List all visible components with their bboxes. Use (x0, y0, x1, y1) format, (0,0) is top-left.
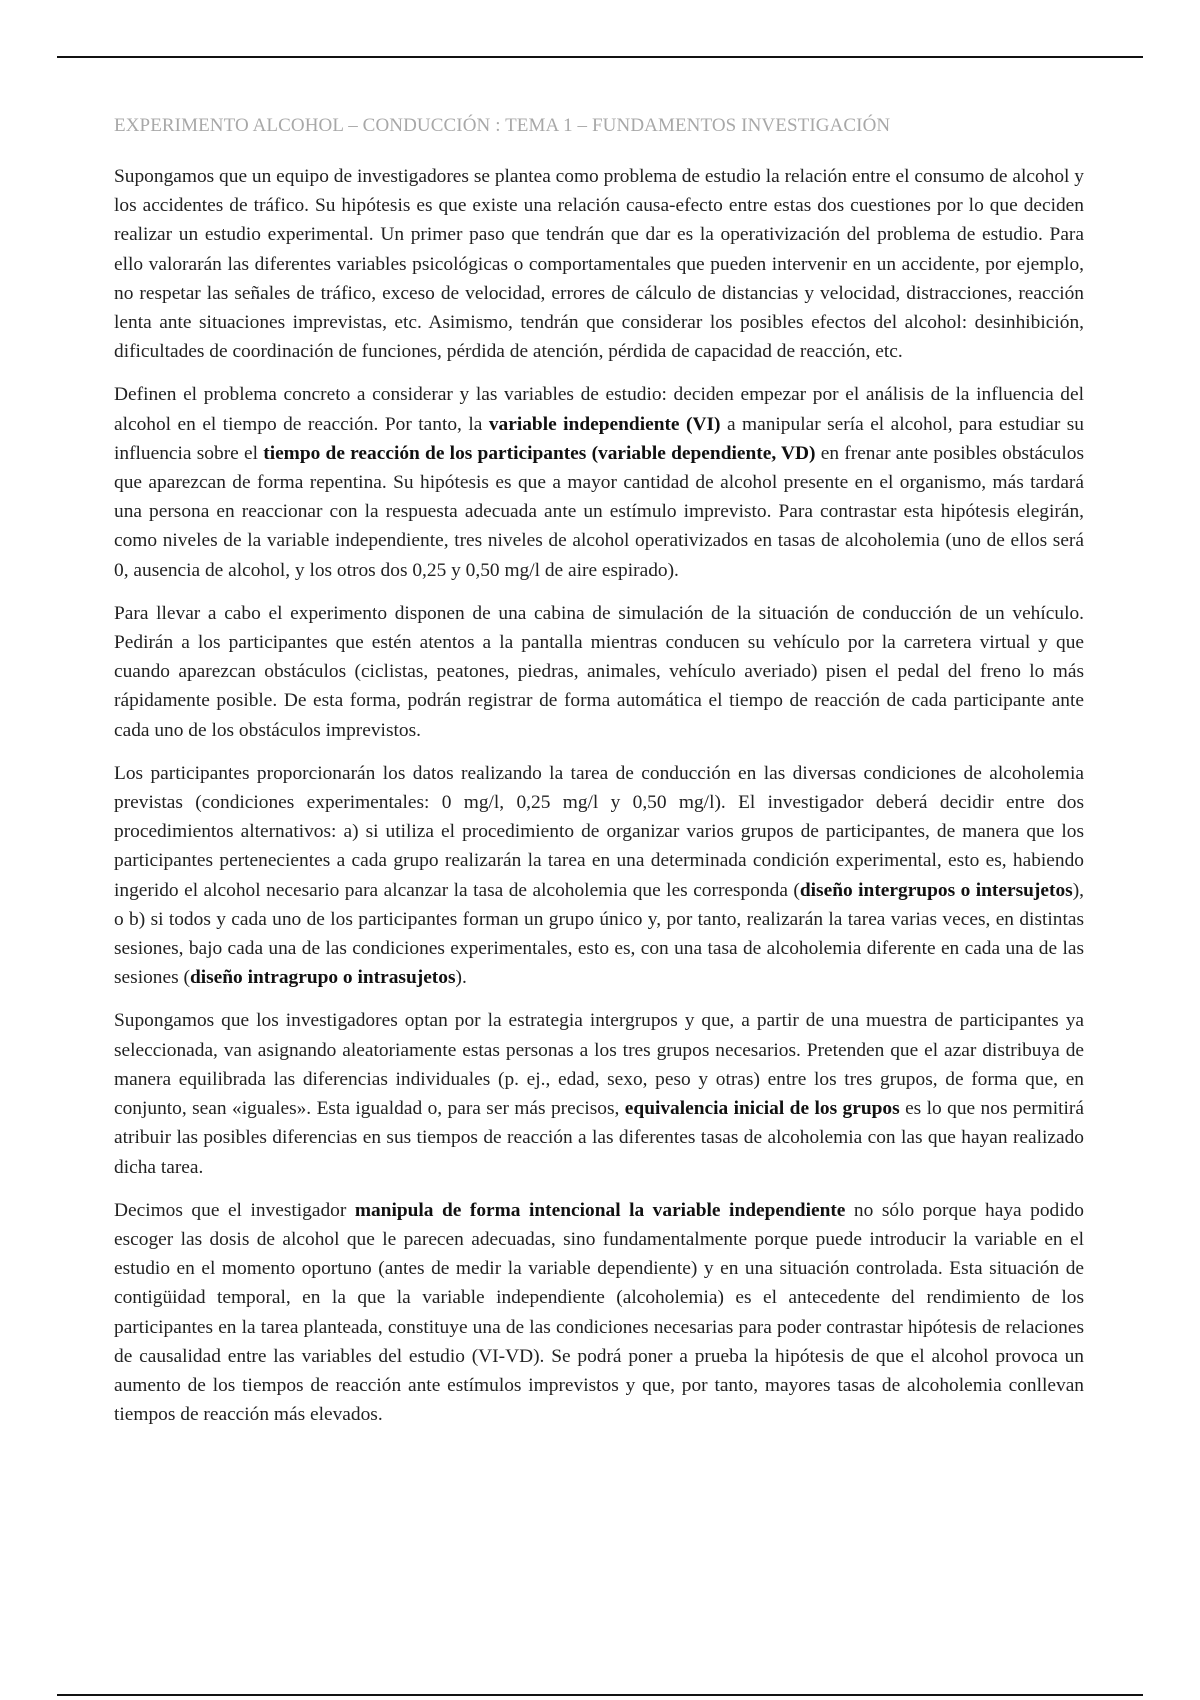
footer-rule (57, 1694, 1143, 1696)
paragraph-text: Supongamos que un equipo de investigadores se plantea como problema de estudio la relación entre el consumo de alcohol y los accidentes de tráfico. Su hipótesis es que existe una relación causa-efecto entre estas dos cuestiones por lo que deciden realizar un estudio experimental. Un primer paso que tendrán que dar es la operativización del problema de estudio. Para ello valorarán las diferentes variables psicológicas o comportamentales que pueden intervenir en un accidente, por ejemplo, no respetar las señales de tráfico, exceso de velocidad, errores de cálculo de distancias y velocidad, distracciones, reacción lenta ante situaciones imprevistas, etc. Asimismo, tendrán que considerar los posibles efectos del alcohol: desinhibición, dificultades de coordinación de funciones, pérdida de atención, pérdida de capacidad de reacción, etc. (114, 166, 1084, 363)
paragraph-4 (114, 759, 1084, 993)
paragraph-text: ). (455, 967, 467, 989)
document-body (114, 112, 1084, 1443)
paragraph-3 (114, 599, 1084, 745)
paragraph-text: es lo que nos permitirá atribuir las posibles diferencias en sus tiempos de reacción a las diferentes tasas de alcoholemia con las que hayan realizado dicha tarea. (114, 1098, 1084, 1178)
bold-term-dependent-variable: tiempo de reacción de los participantes (variable dependiente, VD) (263, 442, 816, 464)
document-title: EXPERIMENTO ALCOHOL – CONDUCCIÓN : TEMA 1 – FUNDAMENTOS INVESTIGACIÓN (114, 115, 891, 136)
paragraph-text: ), o b) si todos y cada uno de los participantes forman un grupo único y, por tanto, realizarán la tarea varias veces, en distintas sesiones, bajo cada una de las condiciones experimentales, esto es, con una tasa de alcoholemia diferente en cada una de las sesiones ( (114, 879, 1084, 989)
paragraph-text: no sólo porque haya podido escoger las dosis de alcohol que le parecen adecuadas, sino fundamentalmente porque puede introducir la variable en el estudio en el momento oportuno (antes de medir la variable dependiente) y en una situación controlada. Esta situación de contigüidad temporal, en la que la variable independiente (alcoholemia) es el antecedente del rendimiento de los participantes en la tarea planteada, constituye una de las condiciones necesarias para poder contrastar hipótesis de relaciones de causalidad entre las variables del estudio (VI-VD). Se podrá poner a prueba la hipótesis de que el alcohol provoca un aumento de los tiempos de reacción ante estímulos imprevistos y que, por tanto, mayores tasas de alcoholemia conllevan tiempos de reacción más elevados. (114, 1199, 1084, 1426)
paragraph-5 (114, 1006, 1084, 1181)
bold-term-independent-variable: variable independiente (VI) (488, 413, 721, 435)
paragraph-6 (114, 1196, 1084, 1430)
bold-term-initial-equivalence: equivalencia inicial de los grupos (624, 1098, 900, 1120)
bold-term-intentional-manipulation: manipula de forma intencional la variable independiente (354, 1199, 846, 1221)
paragraph-1 (114, 162, 1084, 366)
paragraph-text: a manipular sería el alcohol, para estudiar su influencia sobre el (114, 413, 1084, 464)
header-rule (57, 56, 1143, 58)
bold-term-between-groups-design: diseño intergrupos o intersujetos (799, 879, 1073, 901)
paragraph-text: Definen el problema concreto a considerar y las variables de estudio: deciden empezar por el análisis de la influencia del alcohol en el tiempo de reacción. Por tanto, la (114, 384, 1084, 435)
paragraph-text: Para llevar a cabo el experimento disponen de una cabina de simulación de la situación de conducción de un vehículo. Pedirán a los participantes que estén atentos a la pantalla mientras conducen su vehículo por la carretera virtual y que cuando aparezcan obstáculos (ciclistas, peatones, piedras, animales, vehículo averiado) pisen el pedal del freno lo más rápidamente posible. De esta forma, podrán registrar de forma automática el tiempo de reacción de cada participante ante cada uno de los obstáculos imprevistos. (114, 602, 1084, 741)
paragraph-text: Decimos que el investigador (114, 1199, 355, 1221)
paragraph-text: Los participantes proporcionarán los datos realizando la tarea de conducción en las diversas condiciones de alcoholemia previstas (condiciones experimentales: 0 mg/l, 0,25 mg/l y 0,50 mg/l). El investigador deberá decidir entre dos procedimientos alternativos: a) si utiliza el procedimiento de organizar varios grupos de participantes, de manera que los participantes pertenecientes a cada grupo realizarán la tarea en una determinada condición experimental, esto es, habiendo ingerido el alcohol necesario para alcanzar la tasa de alcoholemia que les corresponda ( (114, 762, 1084, 901)
paragraph-text: Supongamos que los investigadores optan por la estrategia intergrupos y que, a partir de una muestra de participantes ya seleccionada, van asignando aleatoriamente estas personas a los tres grupos necesarios. Pretenden que el azar distribuya de manera equilibrada las diferencias individuales (p. ej., edad, sexo, peso y otras) entre los tres grupos, de forma que, en conjunto, sean «iguales». Esta igualdad o, para ser más precisos, (114, 1010, 1084, 1120)
paragraph-text: en frenar ante posibles obstáculos que aparezcan de forma repentina. Su hipótesis es que a mayor cantidad de alcohol presente en el organismo, más tardará una persona en reaccionar con la respuesta adecuada ante un estímulo imprevisto. Para contrastar esta hipótesis elegirán, como niveles de la variable independiente, tres niveles de alcohol operativizados en tasas de alcoholemia (uno de ellos será 0, ausencia de alcohol, y los otros dos 0,25 y 0,50 mg/l de aire espirado). (114, 442, 1084, 581)
paragraph-2 (114, 380, 1084, 584)
bold-term-within-group-design: diseño intragrupo o intrasujetos (189, 967, 456, 989)
